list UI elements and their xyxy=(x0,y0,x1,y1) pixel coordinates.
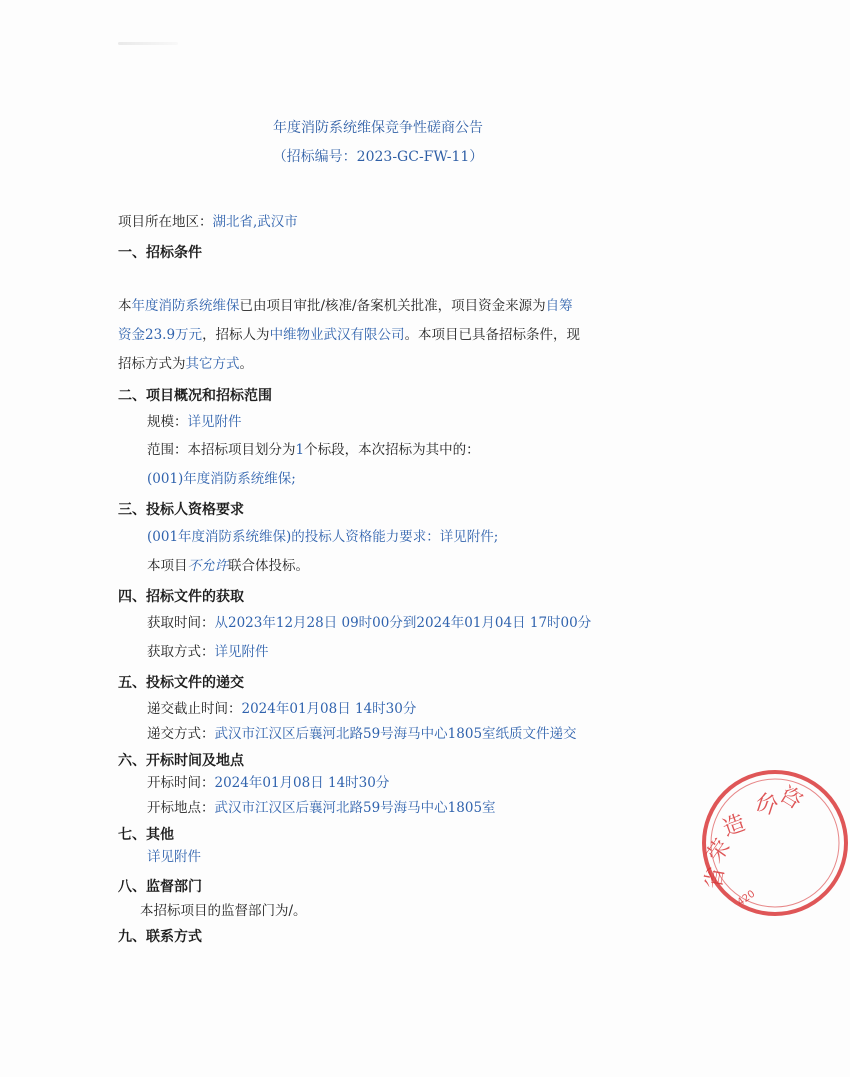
s1-text: 。本项目已具备招标条件，现 xyxy=(404,327,581,343)
project-region xyxy=(118,213,298,231)
opening-time-label: 开标时间： xyxy=(147,775,215,791)
section-heading-9: 九、联系方式 xyxy=(118,929,202,945)
section-heading-6: 六、开标时间及地点 xyxy=(118,753,244,769)
acquire-time-value: 从2023年12月28日 09时00分到2024年01月04日 17时00分 xyxy=(214,615,592,631)
consortium-line xyxy=(147,557,309,575)
scale-label: 规模： xyxy=(147,414,188,430)
deadline-value: 2024年01月08日 14时30分 xyxy=(241,701,417,717)
section-heading-8: 八、监督部门 xyxy=(118,879,202,895)
svg-text:420: 420 xyxy=(735,888,758,909)
supervision-text: 本招标项目的监督部门为/。 xyxy=(140,903,307,919)
section-heading-2: 二、项目概况和招标范围 xyxy=(118,388,272,404)
svg-text:咨: 咨 xyxy=(774,781,807,815)
svg-text:造: 造 xyxy=(719,810,749,842)
section-1-paragraph xyxy=(118,292,638,379)
acquire-way-label: 获取方式： xyxy=(147,644,215,660)
s1-text: 本 xyxy=(118,298,132,314)
announcement-title: 年度消防系统维保竞争性磋商公告 xyxy=(273,120,483,136)
svg-text:荣: 荣 xyxy=(702,835,736,868)
submit-way-label: 递交方式： xyxy=(147,726,215,742)
other-text: 详见附件 xyxy=(147,849,201,865)
acquire-way-line xyxy=(147,643,269,661)
deadline-label: 递交截止时间： xyxy=(147,701,242,717)
section-heading-7: 七、其他 xyxy=(118,827,174,843)
consortium-text: 联合体投标。 xyxy=(228,558,309,574)
scale-value: 详见附件 xyxy=(187,414,242,430)
s1-text: ，招标人为 xyxy=(202,327,270,343)
s1-funds: 自筹 xyxy=(545,298,573,314)
section-heading-5: 五、投标文件的递交 xyxy=(118,675,244,691)
svg-text:省: 省 xyxy=(701,865,730,892)
acquire-way-value: 详见附件 xyxy=(214,644,269,660)
section-heading-4: 四、招标文件的获取 xyxy=(118,589,244,605)
s1-tenderer: 中维物业武汉有限公司 xyxy=(269,327,405,343)
region-value: 湖北省,武汉市 xyxy=(212,214,298,230)
scope-text: 个标段，本次招标为其中的： xyxy=(304,442,480,458)
submit-way-line xyxy=(147,725,577,743)
s1-method: 其它方式 xyxy=(185,356,240,372)
section-heading-1: 一、招标条件 xyxy=(118,245,202,261)
s1-text: 招标方式为 xyxy=(118,356,186,372)
scan-mark xyxy=(118,42,178,45)
s1-funds-amount: 资金23.9万元 xyxy=(118,327,203,343)
opening-time-value: 2024年01月08日 14时30分 xyxy=(214,775,390,791)
opening-place-value: 武汉市江汉区后襄河北路59号海马中心1805室 xyxy=(214,800,496,816)
svg-text:价: 价 xyxy=(752,789,781,821)
consortium-value: 不允许 xyxy=(187,558,228,574)
section-heading-3: 三、投标人资格要求 xyxy=(118,502,244,518)
tender-number: （招标编号：2023-GC-FW-11） xyxy=(272,149,484,165)
s1-project-name: 年度消防系统维保 xyxy=(131,298,240,314)
qualification-requirement: (001年度消防系统维保)的投标人资格能力要求：详见附件; xyxy=(147,529,499,545)
acquire-time-label: 获取时间： xyxy=(147,615,215,631)
region-label: 项目所在地区： xyxy=(118,214,213,230)
opening-time-line xyxy=(147,774,389,792)
opening-place-label: 开标地点： xyxy=(147,800,215,816)
scope-text: 范围：本招标项目划分为 xyxy=(147,442,296,458)
acquire-time-line xyxy=(147,614,591,632)
scope-line xyxy=(147,441,480,459)
red-seal-stamp xyxy=(700,768,850,918)
scope-lot-count: 1 xyxy=(295,442,305,458)
deadline-line xyxy=(147,700,416,718)
scale-line xyxy=(147,413,242,431)
s1-text: 。 xyxy=(239,356,253,372)
lot-item: (001)年度消防系统维保; xyxy=(147,471,296,487)
opening-place-line xyxy=(147,799,496,817)
submit-way-value: 武汉市江汉区后襄河北路59号海马中心1805室纸质文件递交 xyxy=(214,726,577,742)
consortium-text: 本项目 xyxy=(147,558,188,574)
s1-text: 已由项目审批/核准/备案机关批准，项目资金来源为 xyxy=(239,298,546,314)
